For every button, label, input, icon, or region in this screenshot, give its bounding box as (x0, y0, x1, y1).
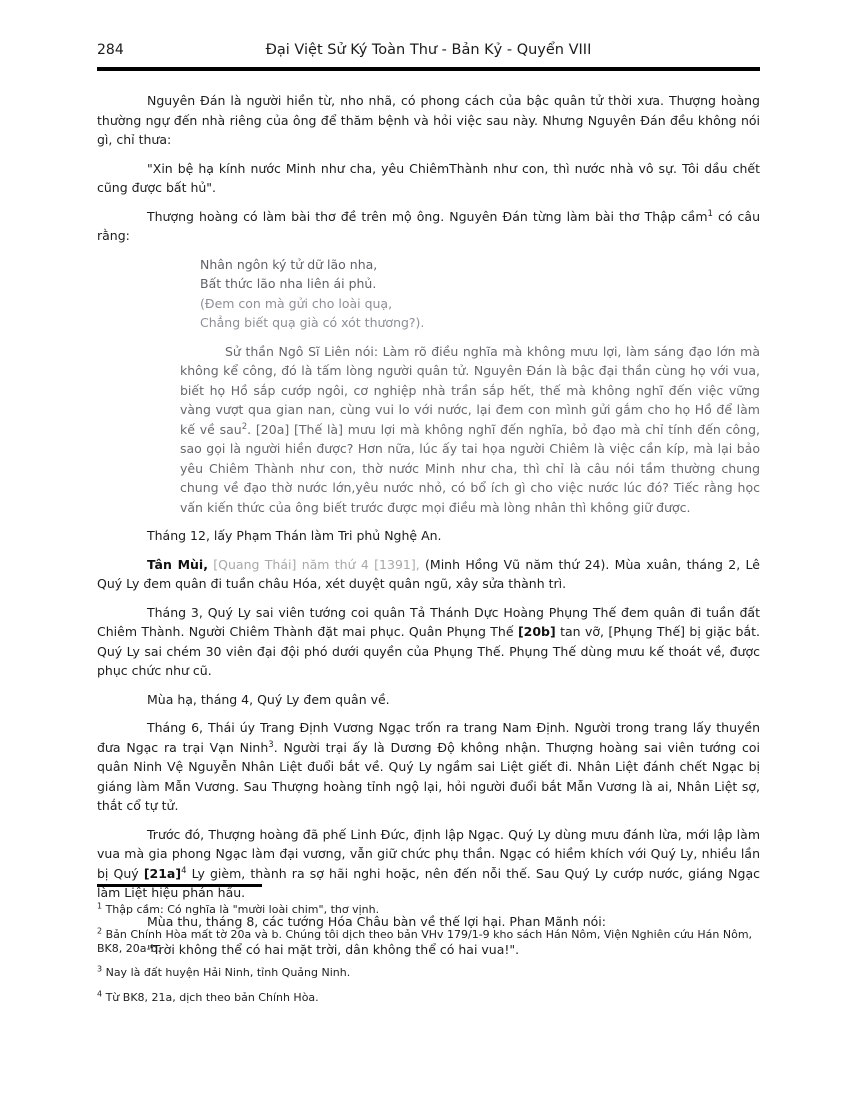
footnote-3-text: Nay là đất huyện Hải Ninh, tỉnh Quảng Ninh. (102, 966, 351, 979)
footnotes-section (97, 884, 760, 1015)
page-title: Đại Việt Sử Ký Toàn Thư - Bản Kỷ - Quyển VIII (265, 42, 592, 58)
year-name-bold: Tân Mùi, (147, 556, 208, 572)
commentary-tail: . [20a] [Thế là] mưu lợi mà không nghĩ đến nghĩa, bỏ đạo mà chỉ tính đến công, sao gọi là người hiền được? Hơn nữa, lúc ấy tai họa người Chiêm là việc cần kíp, mà lại bảo yêu Chiêm Thành như con, thờ nước Minh như cha, thì chỉ là câu nói tầm thường chung chung về đạo thờ nước lớn,yêu nước nhỏ, có bổ ích gì cho việc nước lúc đó? Tiếc rằng học vấn kiến thức của ông biết trước được mọi điều mà lòng nhân thì không giữ được. (180, 421, 760, 515)
truoc-do-tail: Ly gièm, thành ra sợ hãi nghi hoặc, nên đến nỗi thế. Sau Quý Ly cướp nước, giáng Ngạc làm Liệt hiệu phán hầu. (97, 865, 761, 900)
era-note: [Quang Thái] năm thứ 4 [1391], (207, 556, 420, 572)
thang-6-text: Tháng 6, Thái úy Trang Định Vương Ngạc trốn ra trang Nam Định. Người trong trang lấy thuyền đưa Ngạc ra trại Vạn Ninh (97, 720, 760, 755)
paragraph-thang-6 (97, 718, 760, 816)
footnote-ref-2: 2 (241, 421, 248, 432)
poem-line-4: Chẳng biết quạ già có xót thương?). (200, 315, 425, 330)
paragraph-tan-mui (97, 555, 760, 594)
paragraph-quote: "Trời không thể có hai mặt trời, dân không thể có hai vua!". (147, 942, 520, 957)
footnote-3-marker: 3 (97, 964, 103, 974)
paragraph-xin-be-ha: "Xin bệ hạ kính nước Minh như cha, yêu ChiêmThành như con, thì nước nhà vô sự. Tôi dầu chết cũng được bất hủ". (97, 160, 760, 195)
footnote-4-marker: 4 (97, 988, 103, 998)
document-body (97, 91, 760, 960)
page-header (97, 42, 760, 71)
paragraph-thang-12: Tháng 12, lấy Phạm Thán làm Tri phủ Nghệ An. (147, 528, 442, 543)
thang-3-tail: tan vỡ, [Phụng Thế] bị giặc bắt. Quý Ly sai chém 30 viên đại đội phó dưới quyền của Phụng Thế. Phụng Thế dùng mưu kế thoát về, được phục chức như cũ. (97, 624, 760, 678)
paragraph-nguyen-dan: Nguyên Đán là người hiền từ, nho nhã, có phong cách của bậc quân tử thời xưa. Thượng hoàng thường ngự đến nhà riêng của ông để thăm bệnh và hỏi việc sau này. Nhưng Nguyên Đán đều không nói gì, chỉ thưa: (97, 93, 760, 147)
thang-3-text: Tháng 3, Quý Ly sai viên tướng coi quân Tả Thánh Dực Hoàng Phụng Thế đem quân đi tuần đất Chiêm Thành. Người Chiêm Thành đặt mai phục. Quân Phụng Thế (97, 604, 760, 639)
tan-mui-text: (Minh Hồng Vũ năm thứ 24). Mùa xuân, tháng 2, Lê Quý Ly đem quân đi tuần châu Hóa, xét duyệt quân ngũ, xây sửa thành trì. (97, 556, 760, 591)
footnote-ref-1: 1 (707, 208, 713, 219)
folio-marker-21a: [21a] (143, 865, 182, 881)
poem-line-3: (Đem con mà gửi cho loài quạ, (200, 295, 393, 311)
folio-marker-20b: [20b] (517, 624, 556, 639)
thang-6-tail: . Người trại ấy là Dương Độ không nhận. Thượng hoàng sai viên tướng coi quân Ninh Vệ Nguyễn Nhân Liệt đuổi bắt về. Quý Ly ngầm sai Liệt giết đi. Nhân Liệt đánh chết Ngạc bị giáng làm Mẫn Vương. Sau Thượng hoàng tỉnh ngộ lại, hỏi người đuổi bắt Mẫn Vương là ai, Nhân Liệt sợ, thắt cổ tự tử. (97, 739, 760, 813)
paragraph-thang-3 (97, 603, 760, 681)
footnote-2-text: Bản Chính Hòa mất tờ 20a và b. Chúng tôi dịch theo bản VHv 179/1-9 kho sách Hán Nôm, Viện Nghiên cứu Hán Nôm, BK8, 20a-b. (97, 927, 753, 955)
footnote-4 (97, 988, 760, 1005)
poem-line-1: Nhân ngôn ký tử dữ lão nha, (200, 256, 378, 272)
commentary-text: Sử thần Ngô Sĩ Liên nói: Làm rõ điều nghĩa mà không mưu lợi, làm sáng đạo lớn mà không kể công, đó là tấm lòng người quân tử. Nguyên Đán là bậc đại thần cùng họ với vua, biết họ Hồ sắp cướp ngôi, cơ nghiệp nhà trần sắp hết, thế mà không nghĩ đến việc vững vàng vượt qua gian nan, cùng vui lo với nước, lại đem con mình gửi gắm cho họ Hồ để làm kế về sau (180, 343, 760, 437)
footnote-1-text: Thập cầm: Có nghĩa là "mười loài chim", thơ vịnh. (102, 903, 380, 916)
footnote-2 (97, 925, 760, 956)
footnote-ref-4: 4 (181, 865, 187, 876)
paragraph-tho-intro (97, 207, 760, 246)
footnote-3 (97, 966, 760, 980)
footnote-divider (97, 884, 262, 887)
footnote-ref-3: 3 (268, 739, 274, 750)
footnote-1-marker: 1 (97, 901, 103, 911)
paragraph-mua-ha: Mùa hạ, tháng 4, Quý Ly đem quân về. (147, 691, 390, 707)
footnote-1 (97, 903, 760, 917)
paragraph-mua-thu: Mùa thu, tháng 8, các tướng Hóa Châu bàn về thế lợi hại. Phan Mãnh nói: (147, 913, 606, 929)
historian-commentary (180, 342, 760, 518)
truoc-do-text: Trước đó, Thượng hoàng đã phế Linh Đức, định lập Ngạc. Quý Ly dùng mưu đánh lừa, mới lập làm vua mà gia phong Ngạc làm đại vương, vẫn giữ chức phụ thần. Ngạc có hiềm khích với Quý Ly, nhiều lần bị Quý (97, 826, 760, 881)
tho-intro-text: Thượng hoàng có làm bài thơ đề trên mộ ông. Nguyên Đán từng làm bài thơ Thập cầm (147, 208, 708, 224)
poem-line-2: Bất thức lão nha liên ái phủ. (200, 276, 377, 291)
poem-block (200, 255, 760, 333)
tho-intro-tail: có câu rằng: (97, 208, 760, 243)
page-number: 284 (97, 42, 124, 58)
footnote-2-marker: 2 (97, 925, 103, 935)
footnote-4-text: Từ BK8, 21a, dịch theo bản Chính Hòa. (102, 990, 319, 1004)
